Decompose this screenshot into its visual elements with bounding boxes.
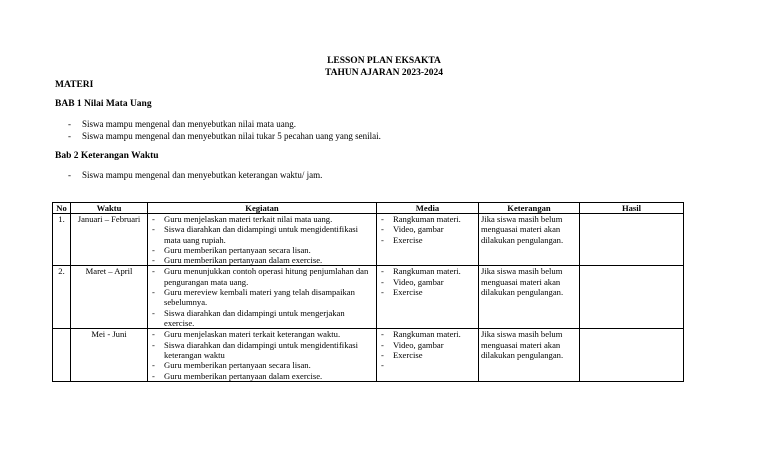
table-row — [53, 214, 684, 266]
list-item: - Guru menjelaskan materi terkait nilai mata uang. — [150, 214, 374, 224]
cell-hasil — [580, 329, 684, 381]
list-item: - Siswa diarahkan dan didampingi untuk mengidentifikasi keterangan waktu — [150, 340, 374, 361]
list-item: - Guru memberikan pertanyaan secara lisan. — [150, 360, 374, 370]
cell-kegiatan — [148, 266, 377, 329]
list-item: - Guru mereview kembali materi yang telah disampaikan sebelumnya. — [150, 287, 374, 308]
cell-no: 1. — [53, 214, 71, 266]
bab1-list — [66, 118, 381, 142]
header-media: Media — [377, 203, 479, 214]
cell-no: 2. — [53, 266, 71, 329]
table-row — [53, 266, 684, 329]
list-item: - Siswa diarahkan dan didampingi untuk mengidentifikasi mata uang rupiah. — [150, 224, 374, 245]
media-list — [379, 266, 476, 297]
cell-keterangan: Jika siswa masih belum menguasai materi akan dilakukan pengulangan. — [479, 329, 580, 381]
list-item: - Exercise — [379, 235, 476, 245]
document-title: LESSON PLAN EKSAKTA — [327, 56, 441, 66]
header-keterangan: Keterangan — [479, 203, 580, 214]
cell-waktu: Januari – Februari — [71, 214, 148, 266]
cell-no — [53, 329, 71, 381]
list-item: - Video, gambar — [379, 224, 476, 234]
header-waktu: Waktu — [71, 203, 148, 214]
cell-hasil — [580, 214, 684, 266]
cell-media — [377, 266, 479, 329]
kegiatan-list — [150, 329, 374, 380]
media-list — [379, 329, 476, 370]
document-subtitle: TAHUN AJARAN 2023-2024 — [324, 68, 444, 78]
cell-keterangan: Jika siswa masih belum menguasai materi akan dilakukan pengulangan. — [479, 266, 580, 329]
list-item: - Rangkuman materi. — [379, 214, 476, 224]
cell-media — [377, 214, 479, 266]
bab1-heading: BAB 1 Nilai Mata Uang — [55, 99, 152, 109]
list-item: - Rangkuman materi. — [379, 329, 476, 339]
list-item: - Siswa diarahkan dan didampingi untuk mengerjakan exercise. — [150, 308, 374, 329]
section-label: MATERI — [55, 80, 94, 90]
list-item: - Siswa mampu mengenal dan menyebutkan nilai mata uang. — [66, 118, 381, 130]
media-list — [379, 214, 476, 245]
header-kegiatan: Kegiatan — [148, 203, 377, 214]
cell-waktu: Maret – April — [71, 266, 148, 329]
list-item: - Guru memberikan pertanyaan secara lisan. — [150, 245, 374, 255]
list-item: - Siswa mampu mengenal dan menyebutkan keterangan waktu/ jam. — [66, 169, 322, 181]
cell-waktu: Mei - Juni — [71, 329, 148, 381]
list-item: - Guru menunjukkan contoh operasi hitung penjumlahan dan pengurangan mata uang. — [150, 266, 374, 287]
kegiatan-list — [150, 266, 374, 328]
kegiatan-list — [150, 214, 374, 265]
list-item: - Video, gambar — [379, 277, 476, 287]
cell-keterangan: Jika siswa masih belum menguasai materi akan dilakukan pengulangan. — [479, 214, 580, 266]
list-item: - Guru menjelaskan materi terkait keterangan waktu. — [150, 329, 374, 339]
list-item — [379, 360, 476, 370]
list-item: - Guru memberikan pertanyaan dalam exercise. — [150, 371, 374, 381]
lesson-plan-table — [52, 202, 684, 382]
list-item: - Video, gambar — [379, 340, 476, 350]
bab2-heading: Bab 2 Keterangan Waktu — [55, 151, 159, 161]
cell-media — [377, 329, 479, 381]
bab2-list — [66, 169, 322, 181]
cell-hasil — [580, 266, 684, 329]
list-item: - Rangkuman materi. — [379, 266, 476, 276]
header-hasil: Hasil — [580, 203, 684, 214]
cell-kegiatan — [148, 329, 377, 381]
cell-kegiatan — [148, 214, 377, 266]
table-row — [53, 329, 684, 381]
list-item: - Guru memberikan pertanyaan dalam exercise. — [150, 255, 374, 265]
header-no: No — [53, 203, 71, 214]
table-header-row — [53, 203, 684, 214]
list-item: - Siswa mampu mengenal dan menyebutkan nilai tukar 5 pecahan uang yang senilai. — [66, 130, 381, 142]
list-item: - Exercise — [379, 287, 476, 297]
list-item: - Exercise — [379, 350, 476, 360]
